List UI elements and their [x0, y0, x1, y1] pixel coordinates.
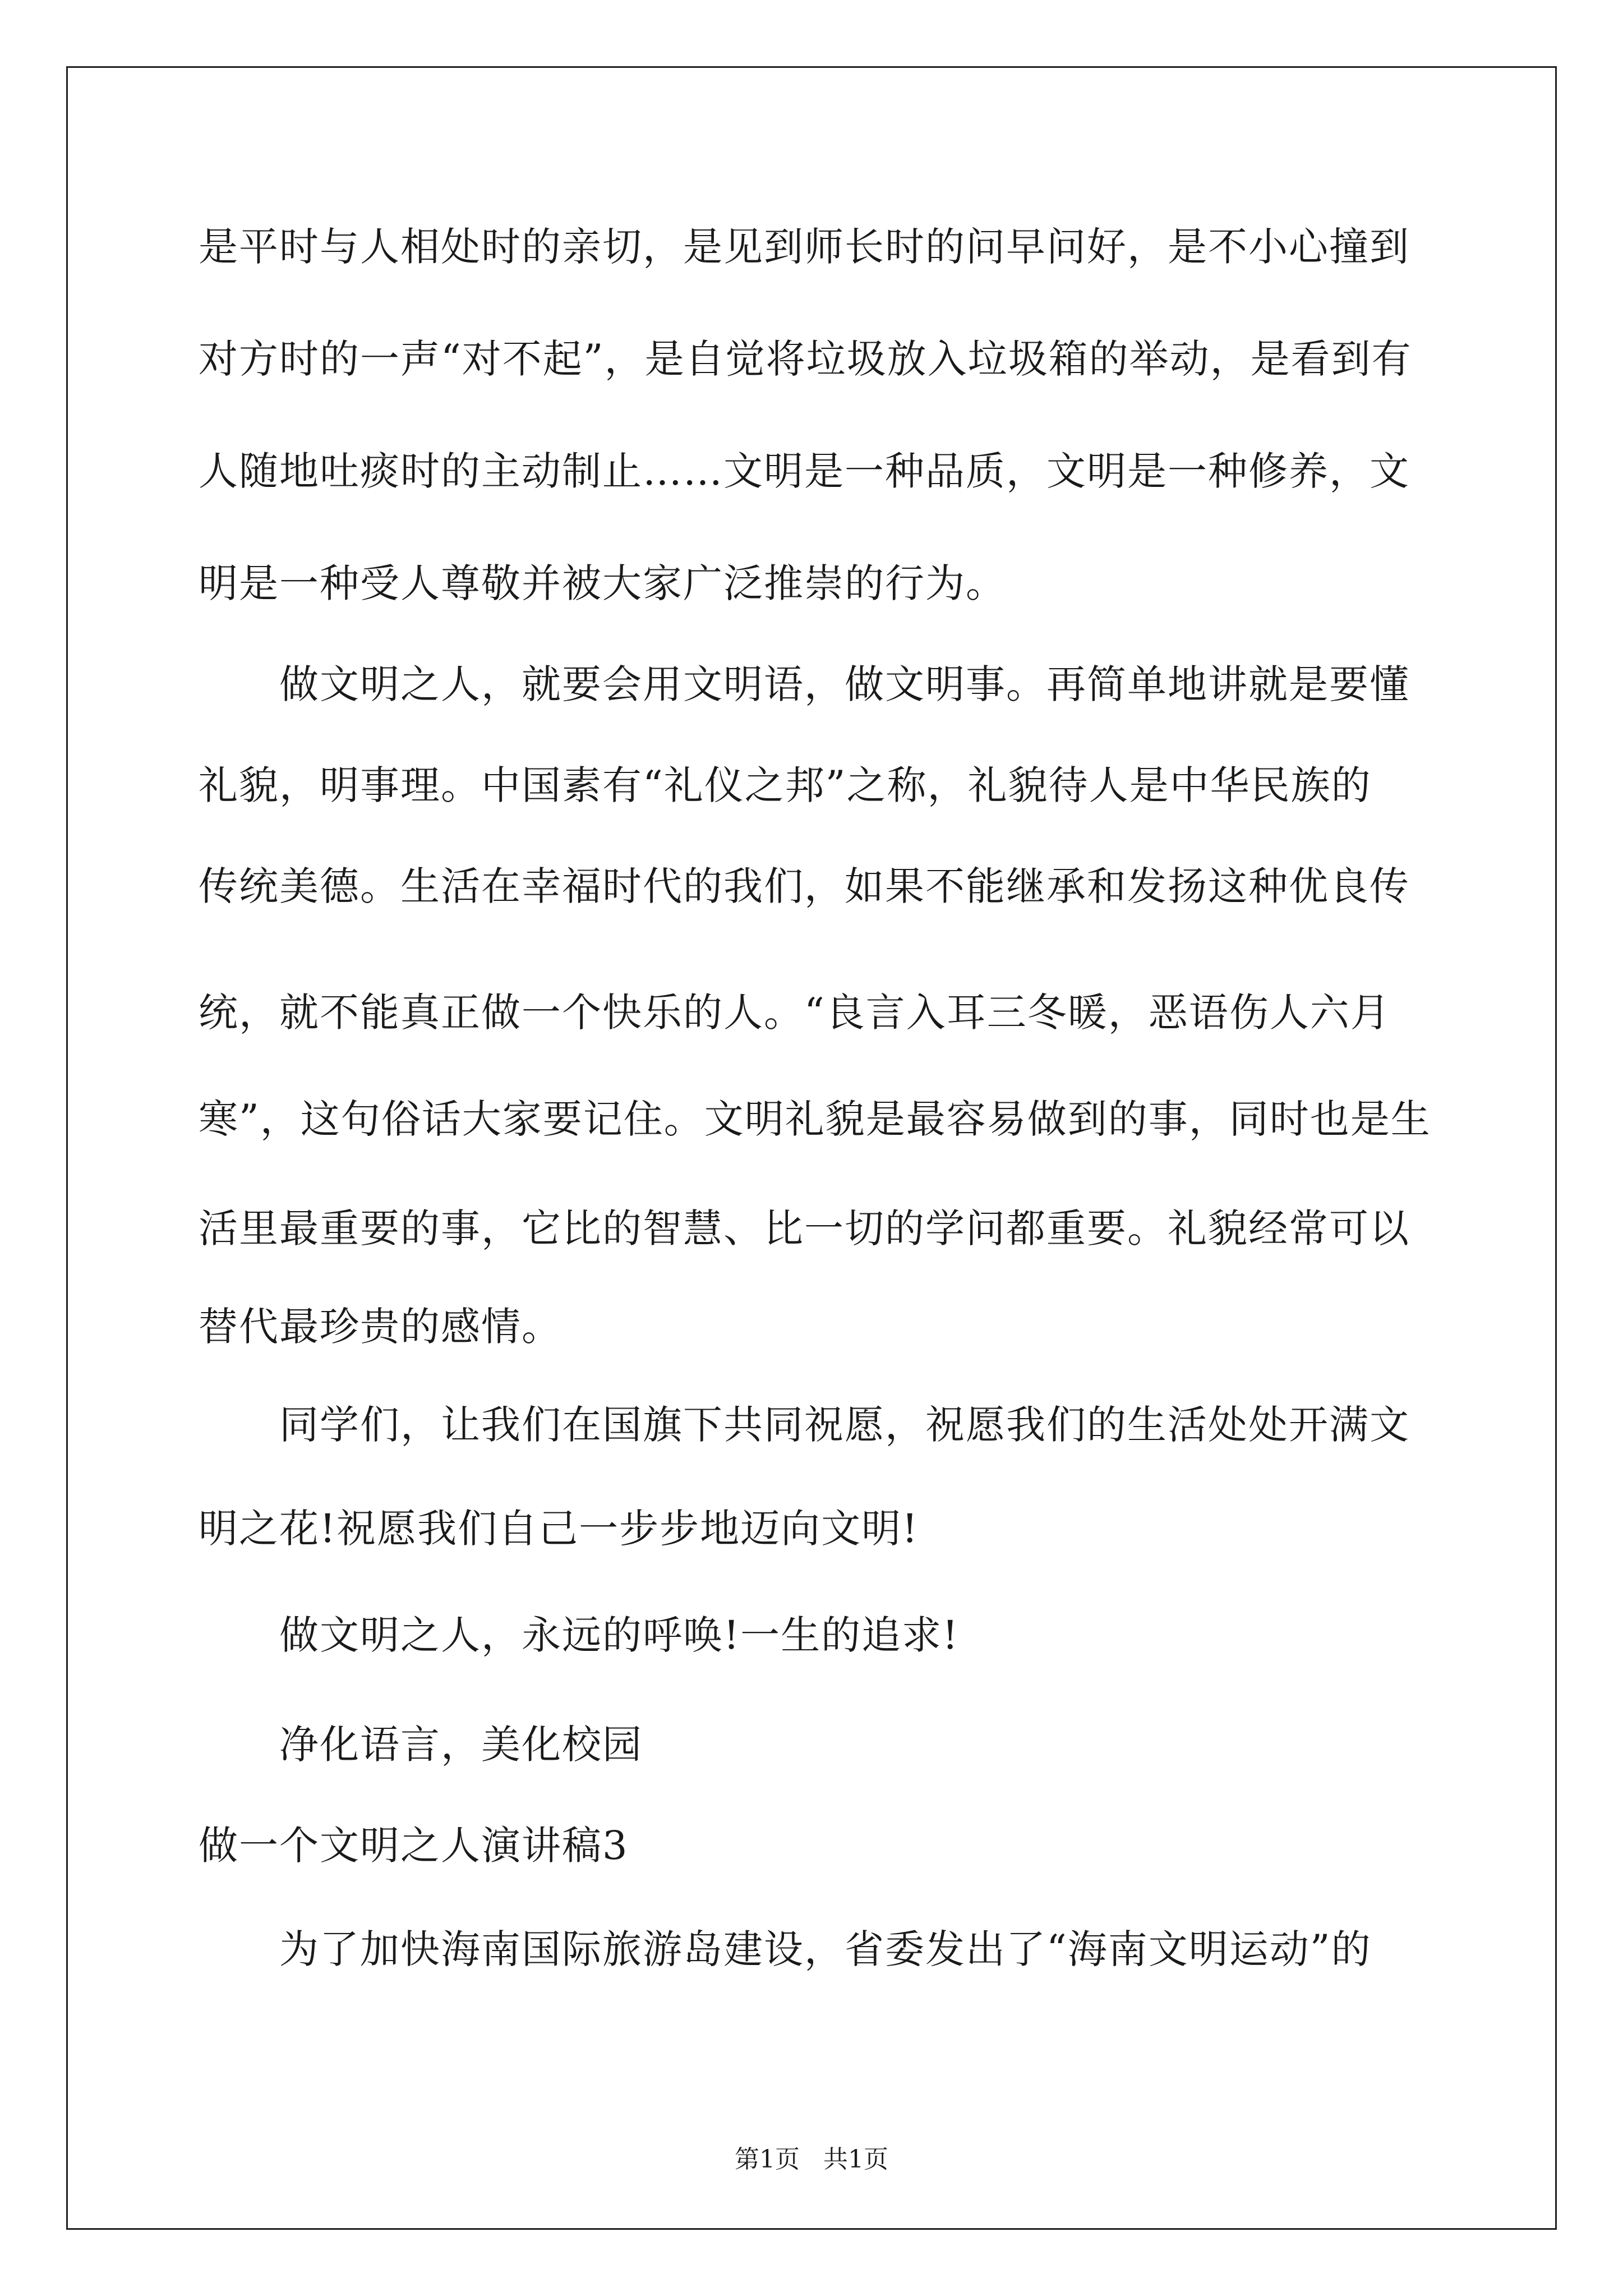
section-heading: 做一个文明之人演讲稿3 — [199, 1823, 629, 1869]
text-line: 净化语言，美化校园 — [199, 1722, 643, 1768]
text-line: 替代最珍贵的感情。 — [199, 1304, 562, 1350]
text-line: 统，就不能真正做一个快乐的人。“良言入耳三冬暖，恶语伤人六月 — [199, 990, 1391, 1036]
text-line: 明之花!祝愿我们自己一步步地迈向文明! — [199, 1506, 919, 1552]
page-border — [66, 66, 1557, 2230]
text-line: 礼貌，明事理。中国素有“礼仪之邦”之称，礼貌待人是中华民族的 — [199, 762, 1372, 808]
text-line: 传统美德。生活在幸福时代的我们，如果不能继承和发扬这种优良传 — [199, 863, 1410, 909]
text-line: 寒”，这句俗话大家要记住。文明礼貌是最容易做到的事，同时也是生 — [199, 1096, 1431, 1142]
text-line: 明是一种受人尊敬并被大家广泛推崇的行为。 — [199, 560, 1006, 606]
text-line: 人随地吐痰时的主动制止……文明是一种品质，文明是一种修养，文 — [199, 448, 1410, 494]
text-line: 对方时的一声“对不起”，是自觉将垃圾放入垃圾箱的举动，是看到有 — [199, 336, 1412, 382]
text-line: 做文明之人，就要会用文明语，做文明事。再简单地讲就是要懂 — [199, 661, 1410, 707]
text-line: 做文明之人，永远的呼唤!一生的追求! — [199, 1612, 960, 1658]
text-line: 同学们，让我们在国旗下共同祝愿，祝愿我们的生活处处开满文 — [199, 1402, 1410, 1448]
text-line: 是平时与人相处时的亲切，是见到师长时的问早问好，是不小心撞到 — [199, 224, 1410, 270]
text-line: 为了加快海南国际旅游岛建设，省委发出了“海南文明运动”的 — [199, 1926, 1372, 1972]
page-footer: 第1页 共1页 — [735, 2145, 888, 2174]
text-line: 活里最重要的事，它比的智慧、比一切的学问都重要。礼貌经常可以 — [199, 1205, 1410, 1251]
